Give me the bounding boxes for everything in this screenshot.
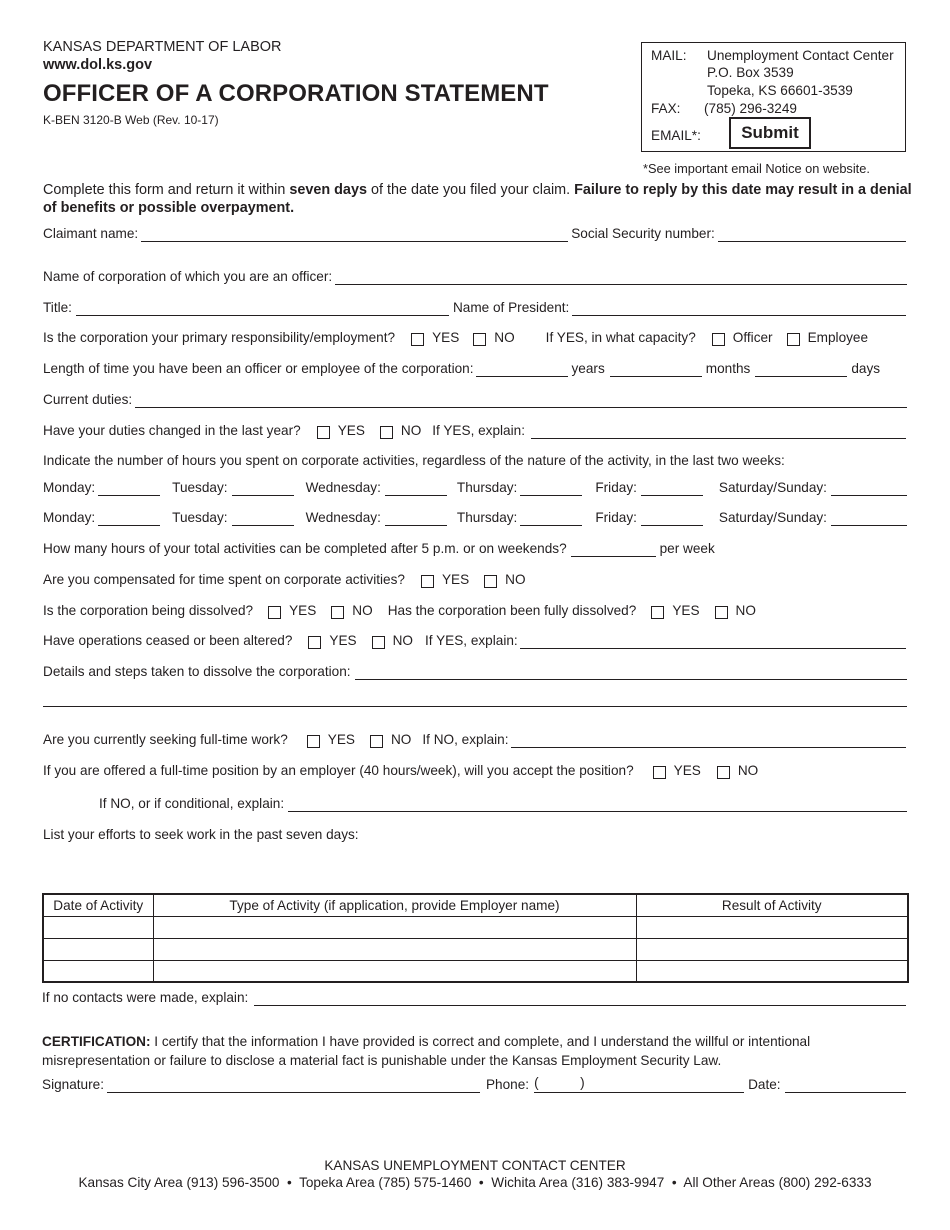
duties-changed-explain-field[interactable] (531, 425, 906, 439)
no-contacts-row (42, 990, 906, 1006)
months-label: months (705, 361, 751, 376)
compensated-no-label: NO (505, 572, 526, 587)
activity-type-cell[interactable] (153, 916, 636, 938)
phone-paren-open: ( (534, 1075, 539, 1090)
week2-thursday-label: Thursday: (456, 510, 518, 525)
certification-body: I certify that the information I have provided is correct and complete, and I understand the willful or intentional misrepresentation or failure to disclose a material fact is punishable under the Kansas Employment Security Law. (42, 1034, 811, 1068)
duties-changed-explain-label: If YES, explain: (432, 423, 525, 438)
corporation-name-field[interactable] (335, 271, 907, 285)
fully-dissolved-yes-label: YES (672, 603, 700, 618)
week1-weekend-label: Saturday/Sunday: (718, 480, 827, 495)
capacity-question: If YES, in what capacity? (545, 330, 696, 345)
intro-part-2: of the date you filed your claim. (366, 182, 575, 198)
week2-weekend-label: Saturday/Sunday: (718, 510, 827, 525)
seeking-yes-label: YES (327, 732, 355, 747)
ceased-explain-label: If YES, explain: (424, 633, 518, 648)
ceased-row (43, 633, 906, 649)
title-field[interactable] (76, 302, 449, 316)
conditional-row (99, 796, 907, 812)
intro-text (43, 181, 913, 217)
mail-line-3: Topeka, KS 66601-3539 (707, 83, 853, 98)
conditional-explain-label: If NO, or if conditional, explain: (99, 796, 285, 811)
duties-changed-yes-checkbox[interactable] (317, 426, 330, 439)
week2-weekend-field[interactable] (831, 512, 907, 526)
email-notice: *See important email Notice on website. (643, 161, 870, 176)
president-field[interactable] (572, 302, 906, 316)
compensated-question: Are you compensated for time spent on corporate activities? (43, 572, 405, 587)
officer-checkbox[interactable] (712, 333, 725, 346)
ceased-yes-checkbox[interactable] (308, 636, 321, 649)
signature-field[interactable] (107, 1079, 480, 1093)
signature-label: Signature: (42, 1077, 104, 1092)
signature-row (42, 1077, 906, 1093)
no-contacts-field[interactable] (254, 992, 906, 1006)
per-week-label: per week (659, 541, 715, 556)
week1-friday-label: Friday: (595, 480, 637, 495)
duties-changed-no-checkbox[interactable] (380, 426, 393, 439)
employee-label: Employee (807, 330, 869, 345)
fax-label: FAX: (651, 101, 681, 116)
seeking-yes-checkbox[interactable] (307, 735, 320, 748)
no-contacts-label: If no contacts were made, explain: (42, 990, 249, 1005)
mail-label: MAIL: (651, 48, 687, 63)
week-2-row (43, 510, 907, 526)
submit-button[interactable]: Submit (729, 117, 811, 149)
intro-bold-1: seven days (289, 182, 367, 198)
seeking-explain-label: If NO, explain: (422, 732, 509, 747)
week2-friday-label: Friday: (595, 510, 637, 525)
activity-table-header (43, 894, 908, 916)
duties-changed-no-label: NO (400, 423, 422, 438)
primary-row (43, 330, 868, 346)
activity-result-cell[interactable] (636, 916, 908, 938)
week2-monday-label: Monday: (43, 510, 96, 525)
department-website: www.dol.ks.gov (43, 57, 153, 73)
compensated-yes-label: YES (441, 572, 470, 587)
officer-label: Officer (732, 330, 773, 345)
week1-friday-field[interactable] (641, 482, 703, 496)
dissolve-details-label: Details and steps taken to dissolve the corporation: (43, 664, 351, 679)
week1-wednesday-label: Wednesday: (305, 480, 381, 495)
efforts-label: List your efforts to seek work in the past seven days: (43, 827, 359, 842)
duties-row (43, 392, 907, 408)
email-label: EMAIL*: (651, 128, 701, 143)
primary-no-label: NO (494, 330, 515, 345)
offered-no-label: NO (737, 763, 759, 778)
week2-wednesday-label: Wednesday: (305, 510, 381, 525)
length-question: Length of time you have been an officer or employee of the corporation: (43, 361, 474, 376)
offered-question: If you are offered a full-time position by an employer (40 hours/week), will you accept the position? (43, 763, 634, 778)
week2-wednesday-field[interactable] (385, 512, 447, 526)
intro-bold-2: Failure to reply by this date may result in a denial of benefits or possible overpayment. (43, 182, 912, 216)
activity-date-cell[interactable] (43, 960, 153, 982)
fax-number: (785) 296-3249 (704, 101, 797, 116)
footer-phone-numbers: Kansas City Area (913) 596-3500 • Topeka Area (785) 575-1460 • Wichita Area (316) 383-9947 • All Other Areas (800) 292-6333 (78, 1175, 872, 1190)
department-name: KANSAS DEPARTMENT OF LABOR (43, 39, 282, 55)
after5-row (43, 541, 715, 557)
table-row (43, 916, 908, 938)
offered-yes-label: YES (673, 763, 701, 778)
week-1-row (43, 480, 907, 496)
days-label: days (851, 361, 881, 376)
president-label: Name of President: (452, 300, 570, 315)
dissolve-details-row (43, 664, 907, 680)
table-row (43, 960, 908, 982)
result-of-activity-header: Result of Activity (636, 894, 908, 916)
table-row (43, 938, 908, 960)
seeking-no-checkbox[interactable] (370, 735, 383, 748)
activity-result-cell[interactable] (636, 938, 908, 960)
activity-table (42, 893, 909, 983)
primary-yes-checkbox[interactable] (411, 333, 424, 346)
phone-paren-close: ) (580, 1075, 585, 1090)
page-title: OFFICER OF A CORPORATION STATEMENT (43, 80, 549, 107)
fully-dissolved-question: Has the corporation been fully dissolved? (387, 603, 637, 618)
form-number: K-BEN 3120-B Web (Rev. 10-17) (43, 113, 219, 127)
years-label: years (571, 361, 605, 376)
date-label: Date: (748, 1077, 781, 1092)
corporation-name-label: Name of corporation of which you are an officer: (43, 269, 333, 284)
type-of-activity-header: Type of Activity (if application, provide Employer name) (153, 894, 636, 916)
phone-field[interactable] (534, 1075, 744, 1093)
claimant-name-label: Claimant name: (43, 226, 139, 241)
mail-line-2: P.O. Box 3539 (707, 65, 794, 80)
compensated-row (43, 572, 526, 588)
fully-dissolved-no-label: NO (735, 603, 756, 618)
intro-part-1: Complete this form and return it within (43, 182, 290, 198)
activity-type-cell[interactable] (153, 960, 636, 982)
week2-tuesday-label: Tuesday: (172, 510, 228, 525)
week1-monday-field[interactable] (98, 482, 160, 496)
activity-date-cell[interactable] (43, 938, 153, 960)
seeking-explain-field[interactable] (511, 734, 906, 748)
week2-thursday-field[interactable] (520, 512, 582, 526)
week1-weekend-field[interactable] (831, 482, 907, 496)
dissolve-details-field[interactable] (355, 666, 907, 680)
ceased-no-label: NO (392, 633, 413, 648)
ceased-no-checkbox[interactable] (372, 636, 385, 649)
length-row (43, 361, 880, 377)
after5-question: How many hours of your total activities can be completed after 5 p.m. or on weekends? (43, 541, 567, 556)
dissolved-row (43, 603, 756, 619)
fully-dissolved-no-checkbox[interactable] (715, 606, 728, 619)
footer-center-name: KANSAS UNEMPLOYMENT CONTACT CENTER (324, 1158, 626, 1173)
dissolve-details-line-2[interactable] (43, 706, 907, 707)
certification-label: CERTIFICATION: (42, 1034, 151, 1049)
after5-hours-field[interactable] (571, 543, 656, 557)
current-duties-field[interactable] (135, 394, 907, 408)
hours-question: Indicate the number of hours you spent on corporate activities, regardless of the nature of the activity, in the last two weeks: (43, 453, 785, 468)
dissolved-question: Is the corporation being dissolved? (43, 603, 254, 618)
date-field[interactable] (785, 1079, 906, 1093)
corporation-row (43, 269, 907, 285)
years-field[interactable] (476, 363, 568, 377)
ceased-yes-label: YES (329, 633, 357, 648)
offered-yes-checkbox[interactable] (653, 766, 666, 779)
primary-yes-label: YES (432, 330, 460, 345)
week2-monday-field[interactable] (98, 512, 160, 526)
claimant-name-field[interactable] (141, 228, 568, 242)
employee-checkbox[interactable] (787, 333, 800, 346)
offered-row (43, 763, 758, 779)
mail-line-1: Unemployment Contact Center (707, 48, 894, 63)
dissolved-no-checkbox[interactable] (331, 606, 344, 619)
date-of-activity-header: Date of Activity (43, 894, 153, 916)
ssn-label: Social Security number: (571, 226, 715, 241)
activity-type-cell[interactable] (153, 938, 636, 960)
ssn-field[interactable] (718, 228, 906, 242)
primary-question: Is the corporation your primary responsibility/employment? (43, 330, 396, 345)
conditional-explain-field[interactable] (288, 798, 907, 812)
title-label: Title: (43, 300, 72, 315)
duties-changed-row (43, 423, 906, 439)
week1-thursday-field[interactable] (520, 482, 582, 496)
months-field[interactable] (610, 363, 702, 377)
certification-text (42, 1032, 862, 1070)
week1-monday-label: Monday: (43, 480, 96, 495)
offered-no-checkbox[interactable] (717, 766, 730, 779)
week1-tuesday-field[interactable] (232, 482, 294, 496)
week1-thursday-label: Thursday: (456, 480, 518, 495)
duties-changed-yes-label: YES (337, 423, 365, 438)
ceased-question: Have operations ceased or been altered? (43, 633, 293, 648)
current-duties-label: Current duties: (43, 392, 133, 407)
title-row (43, 300, 906, 316)
week1-wednesday-field[interactable] (385, 482, 447, 496)
dissolved-yes-label: YES (289, 603, 317, 618)
ceased-explain-field[interactable] (520, 635, 906, 649)
week1-tuesday-label: Tuesday: (172, 480, 228, 495)
fully-dissolved-yes-checkbox[interactable] (651, 606, 664, 619)
phone-label: Phone: (485, 1077, 530, 1092)
duties-changed-question: Have your duties changed in the last year? (43, 423, 301, 438)
seeking-row (43, 732, 906, 748)
claimant-row (43, 226, 906, 242)
activity-date-cell[interactable] (43, 916, 153, 938)
primary-no-checkbox[interactable] (473, 333, 486, 346)
dissolved-no-label: NO (352, 603, 373, 618)
activity-result-cell[interactable] (636, 960, 908, 982)
compensated-no-checkbox[interactable] (484, 575, 497, 588)
compensated-yes-checkbox[interactable] (421, 575, 434, 588)
seeking-question: Are you currently seeking full-time work? (43, 732, 288, 747)
days-field[interactable] (755, 363, 847, 377)
week2-friday-field[interactable] (641, 512, 703, 526)
seeking-no-label: NO (390, 732, 412, 747)
dissolved-yes-checkbox[interactable] (268, 606, 281, 619)
week2-tuesday-field[interactable] (232, 512, 294, 526)
